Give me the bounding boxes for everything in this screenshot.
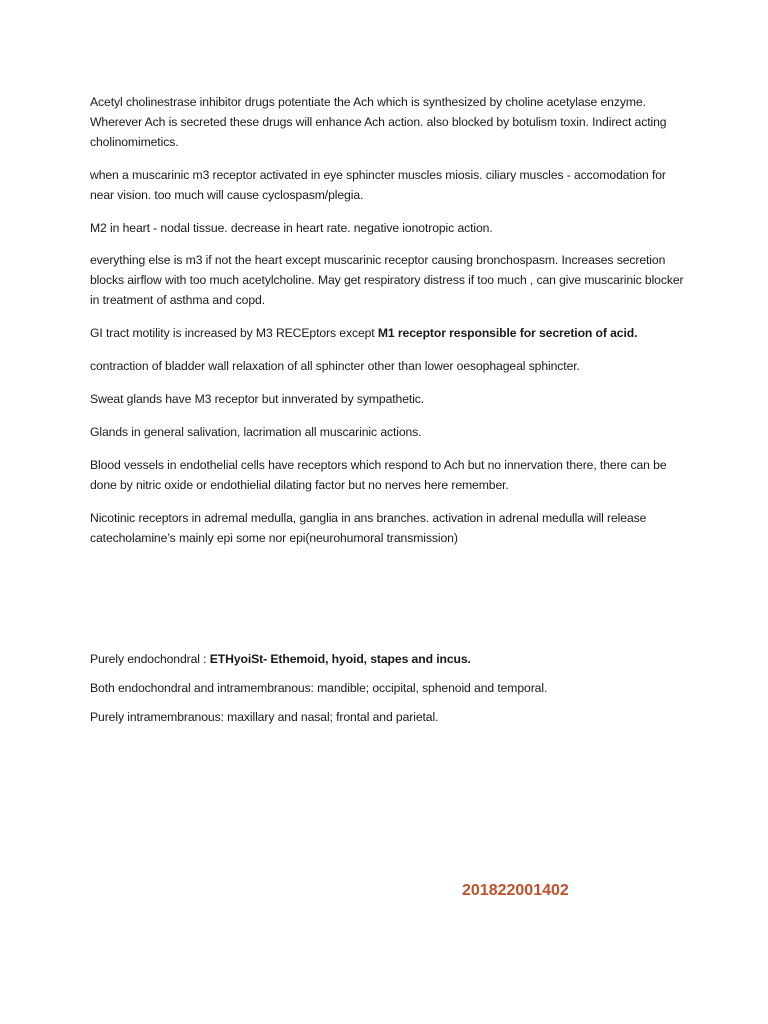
paragraph-endochondral bbox=[90, 649, 690, 669]
paragraph-both-ossification: Both endochondral and intramembranous: mandible; occipital, sphenoid and temporal. bbox=[90, 681, 548, 695]
paragraph-gi-tract bbox=[90, 323, 690, 343]
gi-tract-text: GI tract motility is increased by M3 RECEptors except bbox=[90, 326, 378, 340]
endochondral-label: Purely endochondral : bbox=[90, 652, 210, 666]
endochondral-mnemonic: ETHyoiSt- Ethemoid, hyoid, stapes and incus. bbox=[209, 652, 471, 666]
gi-tract-bold-text: M1 receptor responsible for secretion of acid. bbox=[377, 326, 638, 340]
document-id: 201822001402 bbox=[462, 882, 569, 899]
paragraph-sweat-glands: Sweat glands have M3 receptor but innverated by sympathetic. bbox=[90, 392, 425, 406]
paragraph-bladder: contraction of bladder wall relaxation of all sphincter other than lower oesophageal sphincter. bbox=[90, 359, 580, 373]
paragraph-glands: Glands in general salivation, lacrimation all muscarinic actions. bbox=[90, 425, 422, 439]
paragraph-m2-heart: M2 in heart - nodal tissue. decrease in heart rate. negative ionotropic action. bbox=[90, 221, 493, 235]
paragraph-intramembranous: Purely intramembranous: maxillary and nasal; frontal and parietal. bbox=[90, 710, 439, 724]
paragraph-blood-vessels: Blood vessels in endothelial cells have receptors which respond to Ach but no innervation there, there can be done by nitric oxide or endothielial dilating factor but no nerves here remember. bbox=[90, 458, 667, 492]
paragraph-m3-bronchi: everything else is m3 if not the heart except muscarinic receptor causing bronchospasm. Increases secretion blocks airflow with too much acetylcholine. May get respiratory distress if too much , can give muscarinic blocker in treatment of asthma and copd. bbox=[90, 253, 684, 307]
paragraph-ach-inhibitors: Acetyl cholinestrase inhibitor drugs potentiate the Ach which is synthesized by choline acetylase enzyme. Wherever Ach is secreted these drugs will enhance Ach action. also blocked by botulism toxin. Indirect acting cholinomimetics. bbox=[90, 95, 667, 149]
paragraph-m3-eye: when a muscarinic m3 receptor activated in eye sphincter muscles miosis. ciliary muscles - accomodation for near vision. too much will cause cyclospasm/plegia. bbox=[90, 168, 666, 202]
paragraph-nicotinic: Nicotinic receptors in adremal medulla, ganglia in ans branches. activation in adrenal medulla will release catecholamine’s mainly epi some nor epi(neurohumoral transmission) bbox=[90, 511, 647, 545]
